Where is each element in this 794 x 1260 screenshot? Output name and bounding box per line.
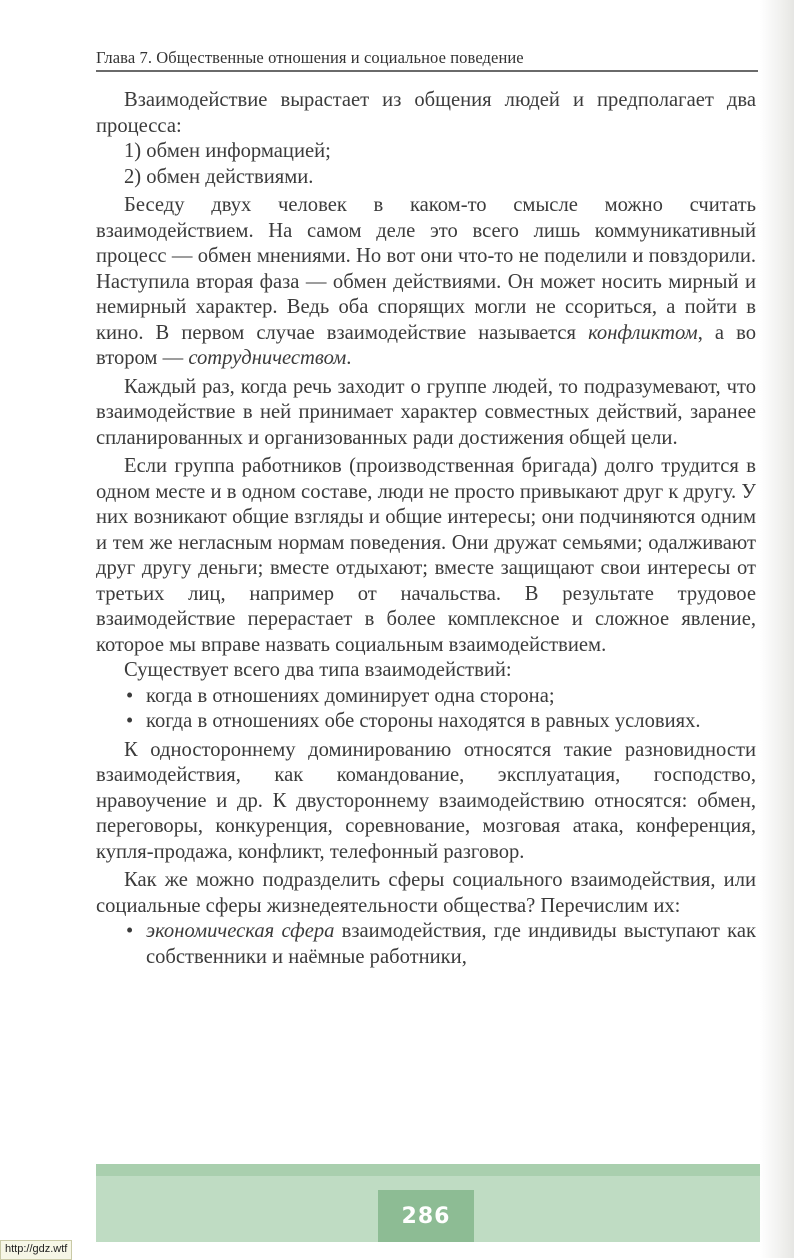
list-item-2: 2) обмен действиями. xyxy=(124,165,314,188)
bullet-symbol: • xyxy=(126,710,134,732)
paragraph-7: Как же можно подразделить сферы социального взаимодействия, или социальные сферы жизнедеятельности общества? Перечислим их: xyxy=(96,869,756,917)
scan-edge-shadow xyxy=(760,0,794,1258)
paragraph-4: Если группа работников (производственная бригада) долго трудится в одном месте и в одном составе, люди не просто привыкают друг к другу. У них возникают общие взгляды и общие интересы; они подчиняются одним и тем же негласным нормам поведения. Они дружат семьями; одалживают друг другу деньги; вместе отдыхают; вместе защищают свои интересы от третьих лиц, например от начальства. В результате трудовое взаимодействие перерастает в более комплексное и сложное явление, которое мы вправе назвать социальным взаимодействием. xyxy=(96,455,756,656)
header-rule xyxy=(96,70,758,72)
paragraph-1: Взаимодействие вырастает из общения людей и предполагает два процесса: xyxy=(96,89,756,137)
page-number: 286 xyxy=(401,1204,451,1229)
paragraph-2 xyxy=(96,193,756,372)
bullet-item-1-text: когда в отношениях доминирует одна сторона; xyxy=(146,684,555,707)
paragraph-3: Каждый раз, когда речь заходит о группе людей, то подразумевают, что взаимодействие в ней принимает характер совместных действий, заранее спланированных и организованных ради достижения общей цели. xyxy=(96,375,756,449)
term-conflict: конфликтом xyxy=(588,321,698,344)
bullet-item-1 xyxy=(96,684,756,710)
bullet-item-2-text: когда в отношениях обе стороны находятся в равных условиях. xyxy=(146,710,701,732)
paragraph-2-end: . xyxy=(346,347,352,369)
bullet-item-3-text: взаимодействия, где индивиды выступают как собственники и наёмные работники, xyxy=(146,920,756,968)
bullet-item-2 xyxy=(96,709,756,735)
paragraph-2-text: Беседу двух человек в каком-то смысле можно считать взаимодействием. На самом деле это всего лишь коммуникативный процесс — обмен мнениями. Но вот они что-то не поделили и повздорили. Наступила вторая фаза — обмен действиями. Он может носить мирный и немирный характер. Ведь оба спорящих могли не ссориться, а пойти в кино. В первом случае взаимодействие называется xyxy=(96,194,756,344)
watermark-link[interactable]: http://gdz.wtf xyxy=(0,1240,72,1260)
term-economic-sphere: экономическая сфера xyxy=(146,920,335,942)
paragraph-5: Существует всего два типа взаимодействий: xyxy=(124,659,512,681)
bullet-symbol: • xyxy=(126,920,134,942)
page-body xyxy=(96,88,756,970)
paragraph-2-mid: , а во втором — xyxy=(96,321,756,369)
bullet-item-3 xyxy=(96,919,756,970)
bullet-symbol: • xyxy=(126,684,134,707)
paragraph-6: К одностороннему доминированию относятся такие разновидности взаимодействия, как командование, эксплуатация, господство, нравоучение и др. К двустороннему взаимодействию относятся: обмен, переговоры, конкуренция, соревнование, мозговая атака, конференция, купля-продажа, конфликт, телефонный разговор. xyxy=(96,738,756,863)
running-header: Глава 7. Общественные отношения и социальное поведение xyxy=(96,48,524,67)
list-item-1: 1) обмен информацией; xyxy=(124,140,331,162)
term-cooperation: сотрудничеством xyxy=(188,347,347,369)
